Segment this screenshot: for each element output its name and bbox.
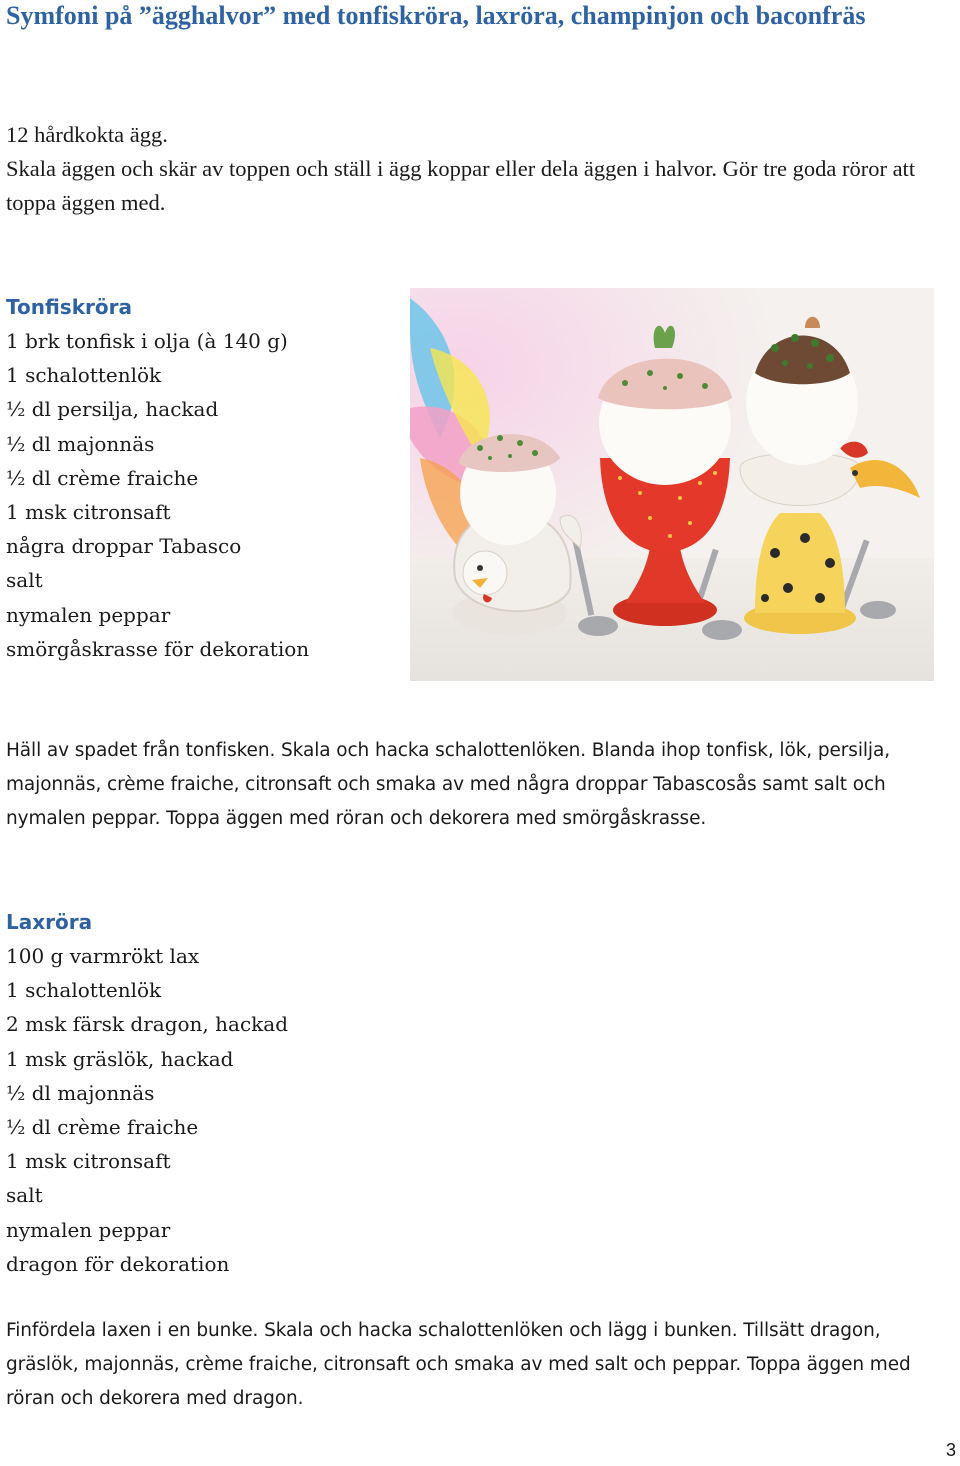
section-heading-tonfiskrora: Tonfiskröra — [6, 295, 132, 319]
ingredient-item: ½ dl persilja, hackad — [6, 397, 219, 422]
section-laxrora — [6, 905, 506, 1281]
recipe-title: Symfoni på ”ägghalvor” med tonfiskröra, laxröra, champinjon och baconfräs — [6, 1, 866, 30]
ingredient-item: ½ dl majonnäs — [6, 431, 155, 456]
ingredient-item: ½ dl majonnäs — [6, 1080, 155, 1105]
ingredient-item: salt — [6, 568, 43, 593]
ingredient-item: 1 schalottenlök — [6, 363, 162, 388]
ingredient-list-tonfiskrora — [6, 324, 406, 666]
method-tonfiskrora: Häll av spadet från tonfisken. Skala och hacka schalottenlöken. Blanda ihop tonfisk, lök, persilja, majonnäs, crème fraiche, citronsaft och smaka av med några droppar Tabascosås samt salt och nymalen peppar. Toppa äggen med röran och dekorera med smörgåskrasse. — [6, 740, 890, 830]
ingredient-item: 1 msk citronsaft — [6, 500, 171, 525]
intro — [6, 118, 946, 220]
ingredient-item: salt — [6, 1183, 43, 1208]
ingredient-item: 1 schalottenlök — [6, 978, 162, 1003]
ingredient-item: 1 brk tonfisk i olja (à 140 g) — [6, 329, 288, 353]
ingredient-item: ½ dl crème fraiche — [6, 1115, 199, 1140]
section-tonfiskrora — [6, 290, 406, 666]
section-heading-laxrora: Laxröra — [6, 910, 93, 934]
intro-line-eggs: 12 hårdkokta ägg. — [6, 122, 168, 147]
page-number: 3 — [946, 1440, 957, 1460]
ingredient-item: 100 g varmrökt lax — [6, 944, 200, 968]
ingredient-item: smörgåskrasse för dekoration — [6, 636, 310, 661]
method-laxrora: Finfördela laxen i en bunke. Skala och hacka schalottenlöken och lägg i bunken. Tillsätt dragon, gräslök, majonnäs, crème fraiche, citronsaft och smaka av med salt och peppar. Toppa äggen med röran och dekorera med dragon. — [6, 1320, 911, 1410]
ingredient-item: nymalen peppar — [6, 1217, 171, 1242]
ingredient-item: några droppar Tabasco — [6, 534, 242, 559]
ingredient-item: ½ dl crème fraiche — [6, 465, 199, 490]
egg-cups-photo — [410, 288, 934, 681]
ingredient-list-laxrora — [6, 939, 506, 1281]
intro-line-instructions: Skala äggen och skär av toppen och ställ i ägg koppar eller dela äggen i halvor. Gör tre goda röror att toppa äggen med. — [6, 156, 916, 215]
ingredient-item: 2 msk färsk dragon, hackad — [6, 1012, 288, 1037]
ingredient-item: 1 msk gräslök, hackad — [6, 1046, 234, 1071]
ingredient-item: 1 msk citronsaft — [6, 1149, 171, 1174]
egg-cups-illustration — [410, 288, 934, 681]
ingredient-item: dragon för dekoration — [6, 1251, 230, 1276]
ingredient-item: nymalen peppar — [6, 602, 171, 627]
